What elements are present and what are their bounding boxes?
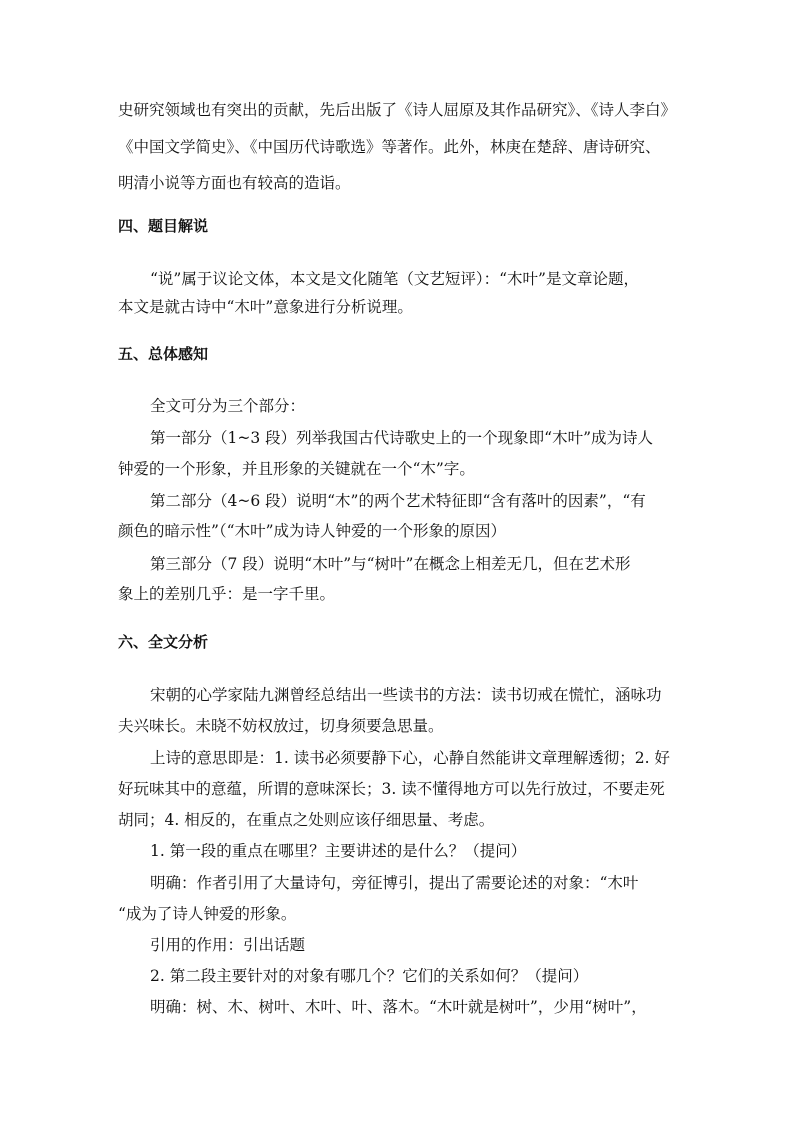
paragraph-line: 胡同；4. 相反的，在重点之处则应该仔细思量、考虑。: [118, 811, 495, 829]
paragraph-line: “成为了诗人钟爱的形象。: [118, 905, 297, 923]
paragraph-line: 明确：作者引用了大量诗句，旁征博引，提出了需要论述的对象：“木叶: [150, 874, 639, 892]
paragraph-line: 上诗的意思即是：1. 读书必须要静下心，心静自然能讲文章理解透彻；2. 好: [150, 749, 670, 767]
section-heading-6: 六、全文分析: [118, 633, 209, 651]
paragraph-line: 夫兴味长。未晓不妨权放过，切身须要急思量。: [118, 717, 444, 735]
paragraph-line: 2. 第二段主要针对的对象有哪几个？它们的关系如何？（提问）: [150, 967, 589, 985]
intro-line: 《中国文学简史》、《中国历代诗歌选》等著作。此外，林庚在楚辞、唐诗研究、: [118, 138, 661, 156]
paragraph-line: 明确：树、木、树叶、木叶、叶、落木。“木叶就是树叶”，少用“树叶”，: [150, 998, 647, 1016]
paragraph-line: 钟爱的一个形象，并且形象的关键就在一个“木”字。: [118, 460, 475, 478]
section-heading-5: 五、总体感知: [118, 345, 209, 363]
paragraph-line: 颜色的暗示性”（“木叶”成为诗人钟爱的一个形象的原因）: [118, 522, 507, 540]
paragraph-line: 1. 第一段的重点在哪里？主要讲述的是什么？（提问）: [150, 842, 527, 860]
intro-line: 明清小说等方面也有较高的造诣。: [118, 174, 351, 192]
paragraph-line: 宋朝的心学家陆九渊曾经总结出一些读书的方法：读书切戒在慌忙，涵咏功: [150, 686, 662, 704]
paragraph-line: 象上的差别几乎：是一字千里。: [118, 585, 336, 603]
paragraph-line: 第一部分（1~3 段）列举我国古代诗歌史上的一个现象即“木叶”成为诗人: [150, 429, 653, 447]
paragraph-line: “说”属于议论文体，本文是文化随笔（文艺短评）：“木叶”是文章论题，: [150, 270, 639, 288]
paragraph-line: 第三部分（7 段）说明“木叶”与“树叶”在概念上相差无几，但在艺术形: [150, 555, 631, 573]
paragraph-line: 引用的作用：引出话题: [150, 936, 306, 954]
paragraph-line: 全文可分为三个部分：: [150, 397, 306, 415]
paragraph-line: 第二部分（4~6 段）说明“木”的两个艺术特征即“含有落叶的因素”，“有: [150, 492, 646, 510]
intro-line: 史研究领域也有突出的贡献，先后出版了《诗人屈原及其作品研究》、《诗人李白》: [118, 101, 677, 119]
paragraph-line: 本文是就古诗中“木叶”意象进行分析说理。: [118, 298, 413, 316]
section-heading-4: 四、题目解说: [118, 217, 209, 235]
paragraph-line: 好玩味其中的意蕴，所谓的意味深长；3. 读不懂得地方可以先行放过，不要走死: [118, 780, 665, 798]
